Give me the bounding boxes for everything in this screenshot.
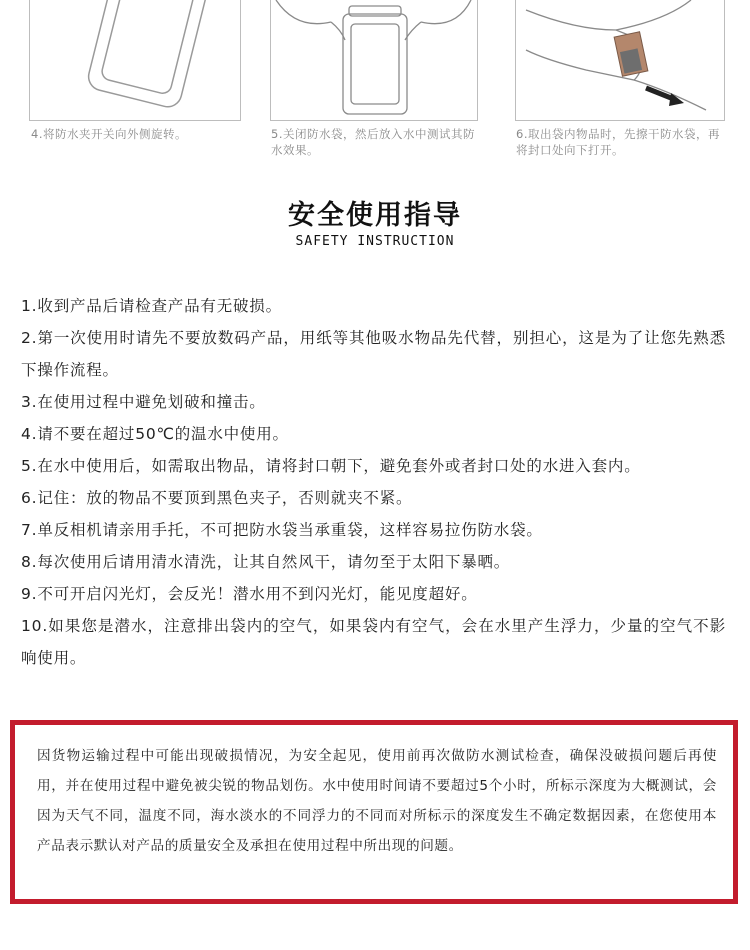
- step-6-caption: 6.取出袋内物品时，先擦干防水袋，再将封口处向下打开。: [516, 127, 720, 157]
- instruction-item: 3.在使用过程中避免划破和撞击。: [21, 393, 266, 411]
- step-4-panel: [29, 0, 241, 121]
- instruction-item: 8.每次使用后请用清水清洗，让其自然风干，请勿至于太阳下暴晒。: [21, 553, 511, 571]
- step-4-caption: 4.将防水夹开关向外侧旋转。: [31, 127, 187, 141]
- step-6-panel: [515, 0, 725, 121]
- instruction-item: 2.第一次使用时请先不要放数码产品，用纸等其他吸水物品先代替，别担心，这是为了让您先熟悉下操作流程。: [21, 329, 726, 379]
- instruction-item: 6.记住：放的物品不要顶到黑色夹子，否则就夹不紧。: [21, 489, 413, 507]
- notice-box: [10, 720, 738, 904]
- instruction-item: 7.单反相机请亲用手托，不可把防水袋当承重袋，这样容易拉伤防水袋。: [21, 521, 543, 539]
- step-5-caption: 5.关闭防水袋，然后放入水中测试其防水效果。: [271, 127, 475, 157]
- instruction-item: 1.收到产品后请检查产品有无破损。: [21, 297, 282, 315]
- open-seal-icon: [516, 0, 724, 120]
- pouch-in-water-icon: [271, 0, 477, 120]
- phone-pouch-icon: [30, 0, 240, 120]
- page-title: 安全使用指导: [288, 200, 462, 231]
- instruction-item: 4.请不要在超过50℃的温水中使用。: [21, 425, 289, 443]
- step-5-panel: [270, 0, 478, 121]
- instruction-item: 9.不可开启闪光灯，会反光！潜水用不到闪光灯，能见度超好。: [21, 585, 478, 603]
- instruction-item: 5.在水中使用后，如需取出物品，请将封口朝下，避免套外或者封口处的水进入套内。: [21, 457, 641, 475]
- instruction-item: 10.如果您是潜水，注意排出袋内的空气，如果袋内有空气，会在水里产生浮力，少量的空气不影响使用。: [21, 617, 726, 667]
- notice-text: 因货物运输过程中可能出现破损情况，为安全起见，使用前再次做防水测试检查，确保没破损问题后再使用，并在使用过程中避免被尖锐的物品划伤。水中使用时间请不要超过5个小时，所标示深度为大概测试，会因为天气不同，温度不同，海水淡水的不同浮力的不同而对所标示的深度发生不确定数据因素，在您使用本产品表示默认对产品的质量安全及承担在使用过程中所出现的问题。: [37, 748, 717, 854]
- page-subtitle: SAFETY INSTRUCTION: [295, 234, 455, 249]
- instruction-list: [21, 290, 726, 674]
